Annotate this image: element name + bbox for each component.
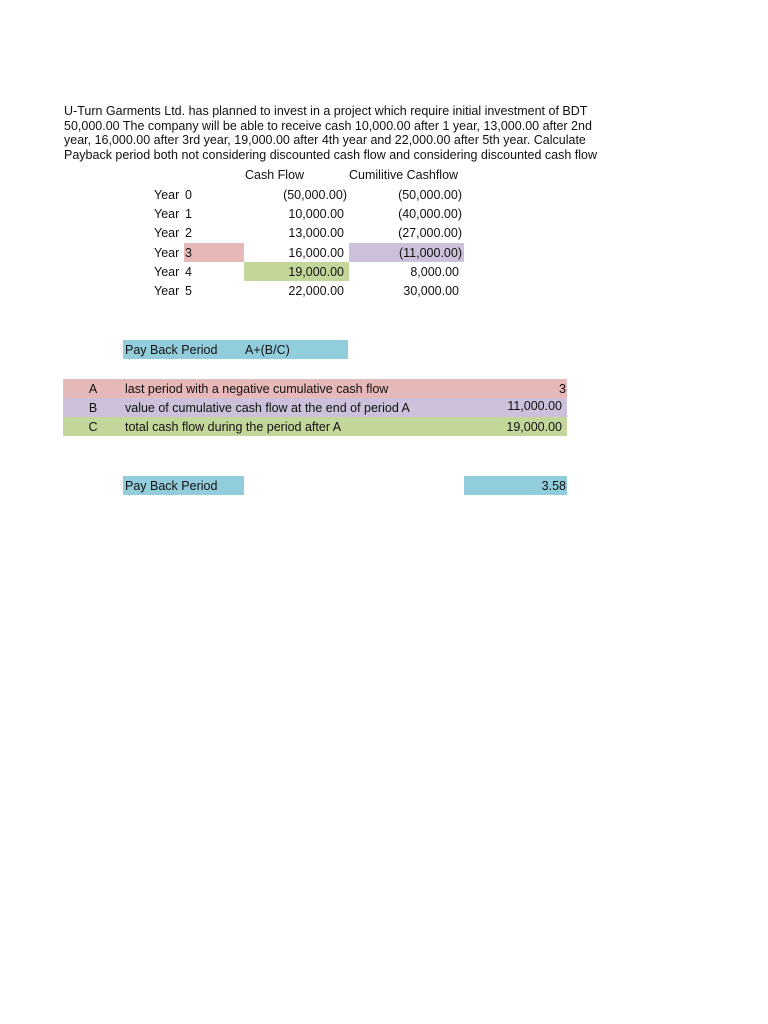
year-number: 1 [185, 207, 192, 221]
year-3-highlight [184, 243, 244, 262]
problem-line: U-Turn Garments Ltd. has planned to invest in a project which require initial investment of BDT [64, 104, 588, 118]
definition-value: 19,000.00 [506, 420, 562, 434]
year-label: Year [154, 246, 180, 260]
problem-statement [64, 104, 624, 162]
result-value: 3.58 [541, 479, 566, 493]
problem-line: Payback period both not considering discounted cash flow and considering discounted cash flow [64, 147, 597, 162]
definition-value: 11,000.00 [507, 399, 562, 413]
year-label: Year [154, 188, 180, 202]
cumulative-value: (27,000.00) [398, 226, 462, 240]
cash-flow-value: (50,000.00) [283, 188, 347, 202]
year-label: Year [154, 207, 180, 221]
cash-flow-header: Cash Flow [245, 168, 305, 182]
year-number: 5 [185, 284, 192, 298]
year-number: 4 [185, 265, 192, 279]
cumulative-value: 30,000.00 [403, 284, 459, 298]
problem-line: year, 16,000.00 after 3rd year, 19,000.00 after 4th year and 22,000.00 after 5th year. Calculate [64, 133, 586, 147]
formula-expression: A+(B/C) [245, 343, 290, 357]
cash-flow-value: 19,000.00 [288, 265, 344, 279]
definition-key: B [88, 401, 98, 415]
year-label: Year [154, 284, 180, 298]
cash-flow-value: 13,000.00 [288, 226, 344, 240]
definition-text: last period with a negative cumulative cash flow [125, 382, 389, 396]
definition-value: 3 [559, 382, 566, 396]
definition-text: total cash flow during the period after A [125, 420, 342, 434]
cash-flow-value: 10,000.00 [288, 207, 344, 221]
year-label: Year [154, 265, 180, 279]
cash-flow-value: 22,000.00 [288, 284, 344, 298]
year-number: 0 [185, 188, 192, 202]
definition-key: A [88, 382, 98, 396]
year-number: 2 [185, 226, 192, 240]
cumulative-header: Cumilitive Cashflow [349, 168, 459, 182]
result-label: Pay Back Period [125, 479, 218, 493]
formula-label: Pay Back Period [125, 343, 218, 357]
cash-flow-value: 16,000.00 [288, 246, 344, 260]
cumulative-value: (50,000.00) [398, 188, 462, 202]
year-label: Year [154, 226, 180, 240]
definition-key: C [88, 420, 98, 434]
definition-text: value of cumulative cash flow at the end of period A [125, 401, 410, 415]
problem-line: 50,000.00 The company will be able to receive cash 10,000.00 after 1 year, 13,000.00 after 2nd [64, 118, 592, 133]
cumulative-value: (40,000.00) [398, 207, 462, 221]
year-number: 3 [185, 246, 192, 260]
cumulative-value: (11,000.00) [398, 246, 462, 260]
cumulative-value: 8,000.00 [410, 265, 459, 279]
